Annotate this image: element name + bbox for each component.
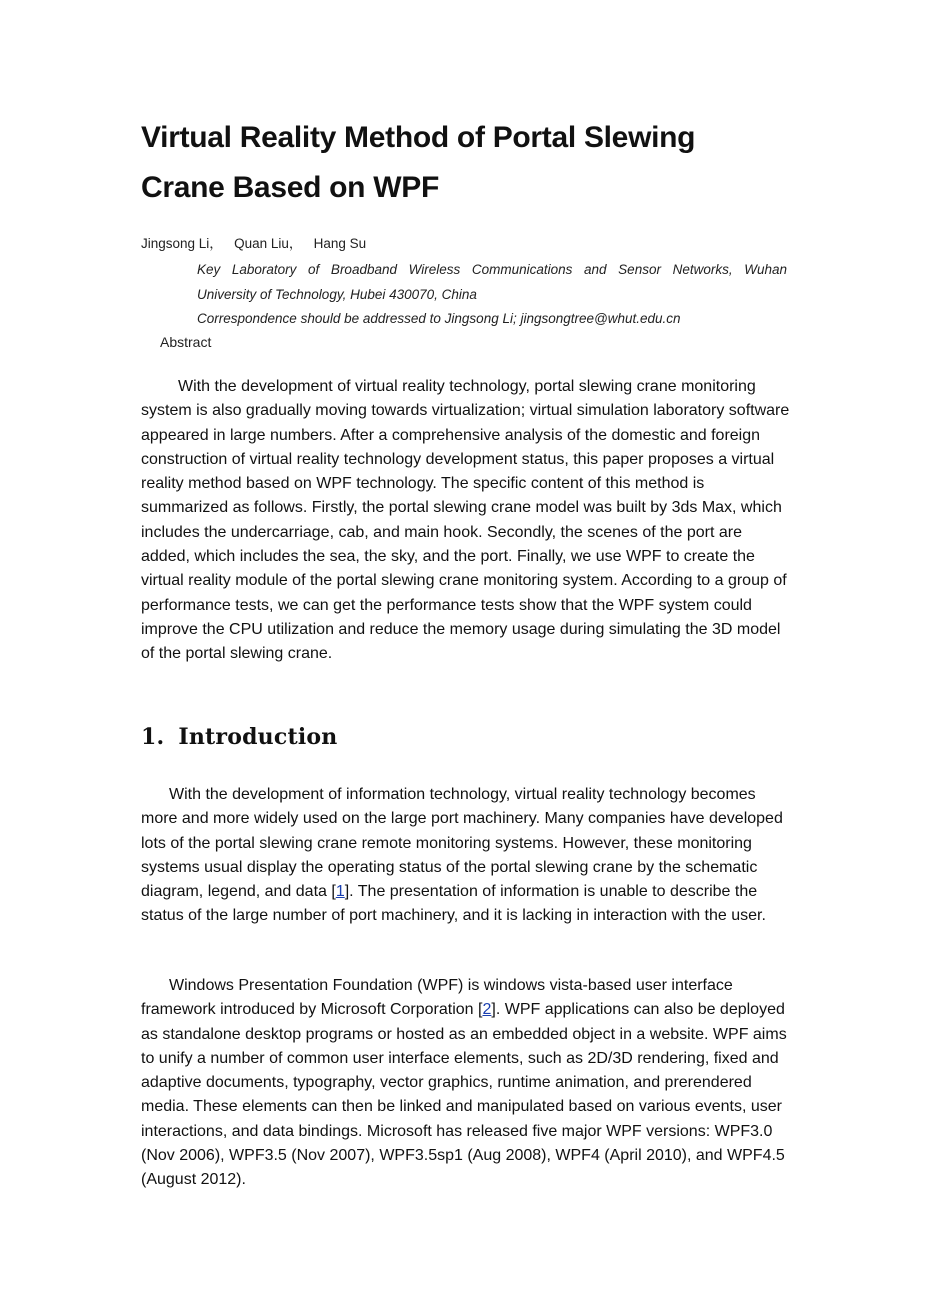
section-title: Introduction	[178, 724, 338, 750]
intro-paragraph-1	[141, 783, 791, 929]
citation-link-1[interactable]: 1	[335, 883, 345, 901]
paragraph-text: ]. WPF applications can also be deployed as standalone desktop programs or hosted as an embedded object in a website. WPF aims to unify a number of common user interface elements, such as 2D/3D rendering, fixed and adaptive documents, typography, vector graphics, runtime animation, and prerendered media. These elements can then be linked and manipulated based on various events, user interactions, and data bindings. Microsoft has released five major WPF versions: WPF3.0 (Nov 2006), WPF3.5 (Nov 2007), WPF3.5sp1 (Aug 2008), WPF4 (April 2010), and WPF4.5 (August 2012).	[141, 1001, 787, 1189]
paragraph-text: ]. The presentation of information is unable to describe the status of the large number of port machinery, and it is lacking in interaction with the user.	[141, 883, 766, 925]
title-line-2: Crane Based on WPF	[141, 171, 439, 204]
author-name: Hang Su	[313, 236, 367, 251]
paragraph-text: With the development of information technology, virtual reality technology becomes more and more widely used on the large port machinery. Many companies have developed lots of the portal slewing crane remote monitoring systems. However, these monitoring systems usual display the operating status of the portal slewing crane by the schematic diagram, legend, and data [	[141, 786, 783, 901]
correspondence-line: Correspondence should be addressed to Jingsong Li; jingsongtree@whut.edu.cn	[197, 311, 681, 326]
author-name: Quan Liu，	[234, 236, 303, 251]
affiliation-block	[197, 258, 787, 332]
author-name: Jingsong Li，	[141, 236, 223, 251]
section-number: 1.	[141, 724, 165, 750]
intro-paragraph-2	[141, 974, 791, 1193]
abstract-label: Abstract	[160, 334, 212, 350]
author-list	[141, 234, 366, 254]
section-heading-introduction	[141, 721, 337, 753]
abstract-paragraph: With the development of virtual reality technology, portal slewing crane monitoring system is also gradually moving towards virtualization; virtual simulation laboratory software appeared in large numbers. After a comprehensive analysis of the domestic and foreign construction of virtual reality technology development status, this paper proposes a virtual reality method based on WPF technology. The specific content of this method is summarized as follows. Firstly, the portal slewing crane model was built by 3ds Max, which includes the undercarriage, cab, and main hook. Secondly, the scenes of the port are added, which includes the sea, the sky, and the port. Finally, we use WPF to create the virtual reality module of the portal slewing crane monitoring system. According to a group of performance tests, we can get the performance tests show that the WPF system could improve the CPU utilization and reduce the memory usage during simulating the 3D model of the portal slewing crane.	[141, 378, 790, 663]
affiliation-line-2: University of Technology, Hubei 430070, China	[197, 286, 477, 302]
affiliation-line-1: Key Laboratory of Broadband Wireless Communications and Sensor Networks, Wuhan	[197, 262, 787, 277]
citation-link-2[interactable]: 2	[482, 1001, 492, 1019]
paper-title	[141, 113, 801, 213]
title-line-1: Virtual Reality Method of Portal Slewing	[141, 121, 696, 154]
paragraph-text: Windows Presentation Foundation (WPF) is windows vista-based user interface framework introduced by Microsoft Corporation [	[141, 977, 733, 1019]
